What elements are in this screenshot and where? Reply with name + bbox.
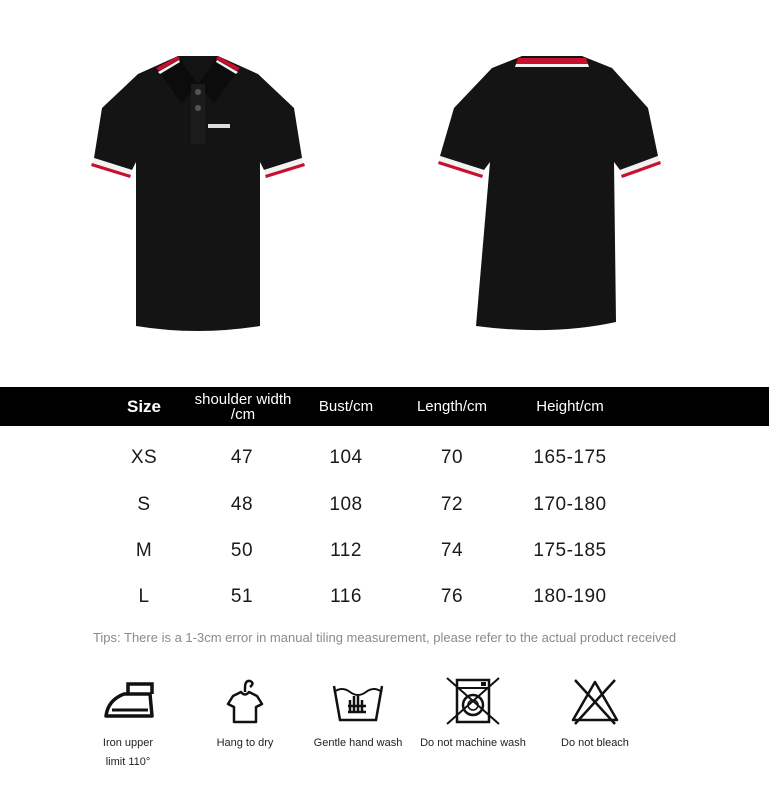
table-row: [0, 536, 769, 566]
cell-height: 165-175: [533, 447, 607, 468]
cell-height: 175-185: [533, 540, 607, 561]
iron-icon: [98, 676, 158, 726]
cell-length: 74: [440, 540, 464, 561]
cell-length: 70: [440, 447, 464, 468]
no-machine-wash-icon: [443, 676, 503, 726]
header-shoulder-line2: /cm: [230, 405, 256, 423]
cell-bust: 104: [329, 447, 363, 468]
product-image-front: [78, 44, 318, 344]
care-item-no-machine-wash: [408, 676, 538, 753]
table-row: [0, 490, 769, 520]
care-item-hang: [180, 676, 310, 753]
cell-size: M: [135, 540, 153, 561]
polo-front-illustration: [78, 44, 318, 344]
cell-length: 72: [440, 494, 464, 515]
cell-size: XS: [130, 447, 158, 468]
cell-bust: 116: [330, 586, 362, 607]
header-length: Length/cm: [416, 398, 488, 415]
care-label-hand-wash: Gentle hand wash: [313, 737, 403, 749]
cell-size: L: [138, 586, 150, 607]
no-bleach-icon: [565, 676, 625, 726]
cell-height: 170-180: [533, 494, 607, 515]
header-height: Height/cm: [536, 398, 604, 415]
hang-to-dry-icon: [215, 676, 275, 726]
care-label-no-bleach: Do not bleach: [561, 737, 629, 749]
cell-shoulder: 51: [230, 586, 254, 607]
product-image-back: [432, 44, 672, 344]
header-shoulder-width: [182, 387, 304, 426]
header-shoulder-line1: shoulder width: [194, 390, 292, 408]
cell-size: S: [137, 494, 151, 515]
measurement-tips: Tips: There is a 1-3cm error in manual tiling measurement, please refer to the actual product received: [92, 630, 677, 645]
care-item-iron: [63, 676, 193, 772]
care-item-hand-wash: [293, 676, 423, 753]
size-table-header: [0, 387, 769, 426]
cell-length: 76: [440, 586, 464, 607]
cell-shoulder: 47: [230, 447, 254, 468]
care-label-iron: Iron upper limit 110°: [102, 737, 154, 768]
table-row: [0, 582, 769, 612]
header-bust: Bust/cm: [318, 398, 374, 415]
cell-height: 180-190: [533, 586, 607, 607]
cell-bust: 108: [329, 494, 363, 515]
care-label-no-machine-wash: Do not machine wash: [420, 737, 526, 749]
cell-bust: 112: [330, 540, 362, 561]
care-label-hang: Hang to dry: [216, 737, 274, 749]
cell-shoulder: 50: [230, 540, 254, 561]
polo-back-illustration: [432, 44, 672, 344]
care-item-no-bleach: [530, 676, 660, 753]
table-row: [0, 443, 769, 473]
hand-wash-icon: [328, 676, 388, 726]
header-size: Size: [126, 397, 162, 416]
cell-shoulder: 48: [230, 494, 254, 515]
